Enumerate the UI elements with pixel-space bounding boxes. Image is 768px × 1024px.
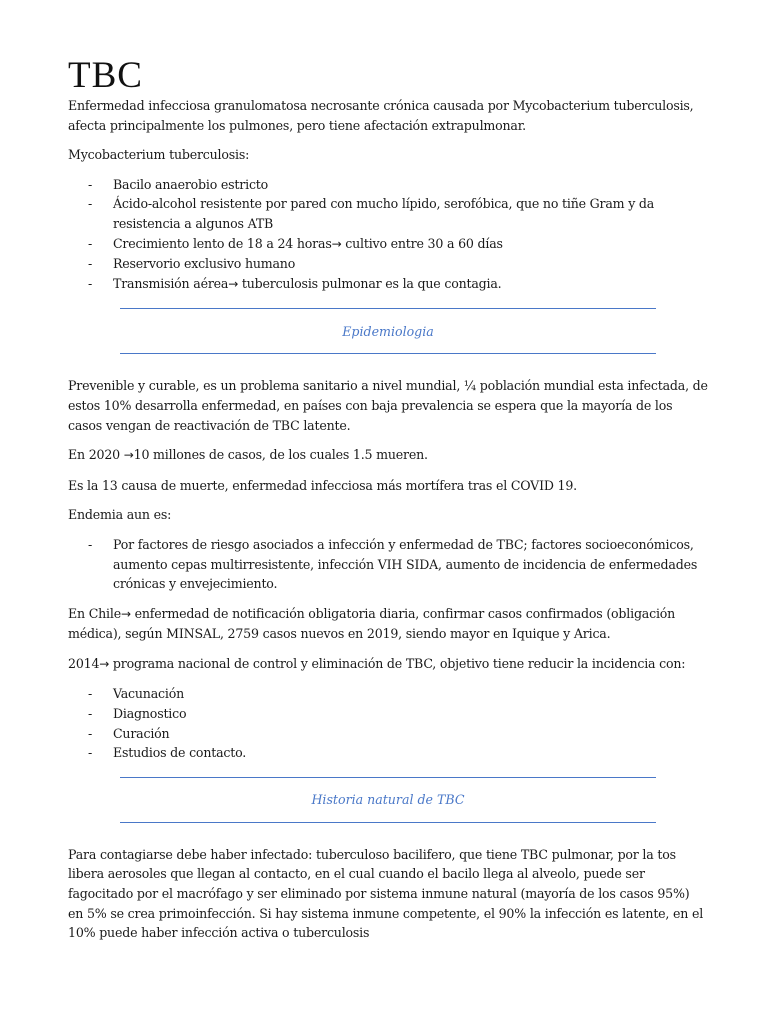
arrow-icon: → <box>331 236 342 251</box>
dash-bullet: - <box>88 536 93 552</box>
arrow-icon: → <box>99 656 110 671</box>
dash-bullet: - <box>88 275 93 291</box>
document-page <box>68 56 708 953</box>
list-item: - Estudios de contacto. <box>68 743 708 763</box>
epidemiologia-paragraph: Prevenible y curable, es un problema sanitario a nivel mundial, ¼ población mundial esta infectada, de estos 10% desarrolla enfermedad, en países con baja prevalencia se espera que la mayoría de los casos vengan de reactivación de TBC latente. <box>68 378 708 433</box>
mycobacterium-list <box>68 175 708 295</box>
list-item: - Curación <box>68 724 708 744</box>
dash-bullet: - <box>88 745 93 761</box>
dash-bullet: - <box>88 235 93 251</box>
arrow-icon: → <box>120 606 131 621</box>
chile-paragraph: En Chile→ enfermedad de notificación obligatoria diaria, confirmar casos confirmados (obligación médica), según MINSAL, 2759 casos nuevos en 2019, siendo mayor en Iquique y Arica. <box>68 605 676 642</box>
endemia-list <box>68 535 708 594</box>
list-item: - Crecimiento lento de 18 a 24 horas→ cultivo entre 30 a 60 días <box>68 234 708 255</box>
list-item: - Bacilo anaerobio estricto <box>68 175 708 195</box>
historia-paragraph: Para contagiarse debe haber infectado: tuberculoso bacilifero, que tiene TBC pulmonar, por la tos libera aerosoles que llegan al contacto, en el cual cuando el bacilo llega al alveolo, puede ser fagocitado por el macrófago y ser eliminado por sistema inmune natural (mayoría de los casos 95%) en 5% se crea primoinfección. Si hay sistema inmune competente, el 90% la infección es latente, en el 10% puede haber infección activa o tuberculosis <box>68 846 704 941</box>
dash-bullet: - <box>88 176 93 192</box>
dash-bullet: - <box>88 256 93 272</box>
dash-bullet: - <box>88 196 93 212</box>
section-heading-historia <box>120 777 656 823</box>
list-item: - Transmisión aérea→ tuberculosis pulmonar es la que contagia. <box>68 274 708 295</box>
arrow-icon: → <box>228 276 239 291</box>
list-item: - Por factores de riesgo asociados a infección y enfermedad de TBC; factores socioeconómicos, aumento cepas multirresistente, infección VIH SIDA, aumento de incidencia de enfermedades crónicas y envejecimiento. <box>88 536 698 592</box>
mycobacterium-label: Mycobacterium tuberculosis: <box>68 147 250 163</box>
programa-list <box>68 684 708 762</box>
cases-paragraph: En 2020 →10 millones de casos, de los cuales 1.5 mueren. <box>68 447 428 463</box>
programa-paragraph: 2014→ programa nacional de control y eliminación de TBC, objetivo tiene reducir la incidencia con: <box>68 655 686 671</box>
dash-bullet: - <box>88 706 93 722</box>
list-item: - Ácido-alcohol resistente por pared con mucho lípido, serofóbica, que no tiñe Gram y da resistencia a algunos ATB <box>88 196 655 231</box>
list-item: - Diagnostico <box>68 704 708 724</box>
list-item: - Reservorio exclusivo humano <box>68 254 708 274</box>
cause-of-death-paragraph: Es la 13 causa de muerte, enfermedad infecciosa más mortífera tras el COVID 19. <box>68 477 577 493</box>
dash-bullet: - <box>88 725 93 741</box>
dash-bullet: - <box>88 686 93 702</box>
intro-paragraph: Enfermedad infecciosa granulomatosa necrosante crónica causada por Mycobacterium tuberculosis, afecta principalmente los pulmones, pero tiene afectación extrapulmonar. <box>68 98 694 133</box>
section-heading-text: Epidemiologia <box>342 323 434 339</box>
section-heading-text: Historia natural de TBC <box>311 792 465 808</box>
section-heading-epidemiologia <box>120 308 656 354</box>
arrow-icon: → <box>123 448 134 463</box>
list-item: - Vacunación <box>68 684 708 704</box>
page-title: TBC <box>68 55 143 96</box>
endemia-label: Endemia aun es: <box>68 507 172 523</box>
